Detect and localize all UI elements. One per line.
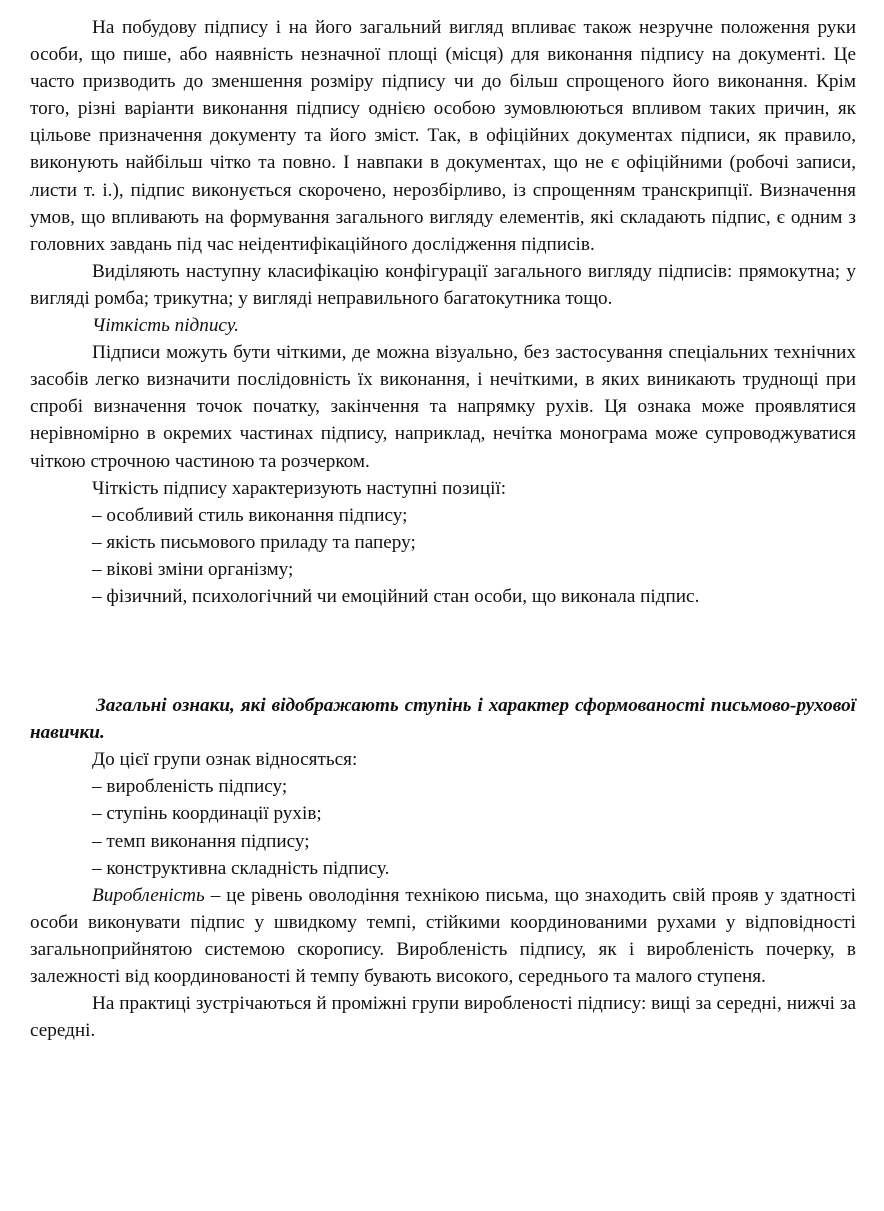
list-item: – ступінь координації рухів; [92,803,322,825]
paragraph [30,882,856,990]
term: Виробленість [92,884,205,906]
subheading: Чіткість підпису. [92,315,239,337]
paragraph: На практиці зустрічаються й проміжні групи виробленості підпису: вищі за середні, нижчі за середні. [30,993,856,1042]
definition-text: – це рівень оволодіння технікою письма, що знаходить свій прояв у здатності особи виконувати підпис у швидкому темпі, стійкими координованими рухами у відповідності загальноприйнятою системою скоропису. Виробленість підпису, як і виробленість почерку, в залежності від координованості й темпу бувають високого, середнього та малого ступеня. [30,884,856,987]
paragraph: Підписи можуть бути чіткими, де можна візуально, без застосування спеціальних технічних засобів легко визначити послідовність їх виконання, і нечіткими, в яких виникають труднощі при спробі визначення точок початку, закінчення та напрямку рухів. Ця ознака може проявлятися нерівномірно в окремих частинах підпису, наприклад, нечітка монограма може супроводжуватися чіткою строчною частиною та розчерком. [30,342,856,472]
list-item: – фізичний, психологічний чи емоційний стан особи, що виконала підпис. [92,585,700,607]
paragraph: До цієї групи ознак відносяться: [92,749,358,771]
list-item: – особливий стиль виконання підпису; [92,504,408,526]
paragraph: Чіткість підпису характеризують наступні позиції: [92,477,507,499]
list-item: – якість письмового приладу та паперу; [92,531,416,553]
list-item: – виробленість підпису; [92,776,288,798]
section-gap [30,610,856,692]
list-item: – конструктивна складність підпису. [92,857,390,879]
paragraph: Виділяють наступну класифікацію конфігурації загального вигляду підписів: прямокутна; у вигляді ромба; трикутна; у вигляді неправильного багатокутника тощо. [30,260,856,309]
section-heading: Загальні ознаки, які відображають ступінь і характер сформованості письмово-рухової навички. [30,695,856,744]
list-item: – темп виконання підпису; [92,830,310,852]
paragraph: На побудову підпису і на його загальний вигляд впливає також незручне положення руки особи, що пише, або наявність незначної площі (місця) для виконання підпису на документі. Це часто призводить до зменшення розміру підпису чи до більш спрощеного його виконання. Крім того, різні варіанти виконання підпису однією особою зумовлюються впливом таких причин, як цільове призначення документу та його зміст. Так, в офіційних документах підписи, як правило, виконують найбільш чітко та повно. І навпаки в документах, що не є офіційними (робочі записи, листи т. і.), підпис виконується скорочено, нерозбірливо, із спрощенням транскрипції. Визначення умов, що впливають на формування загального вигляду елементів, які складають підпис, є одним з головних завдань під час неідентифікаційного дослідження підписів. [30,17,856,255]
list-item: – вікові зміни організму; [92,558,294,580]
